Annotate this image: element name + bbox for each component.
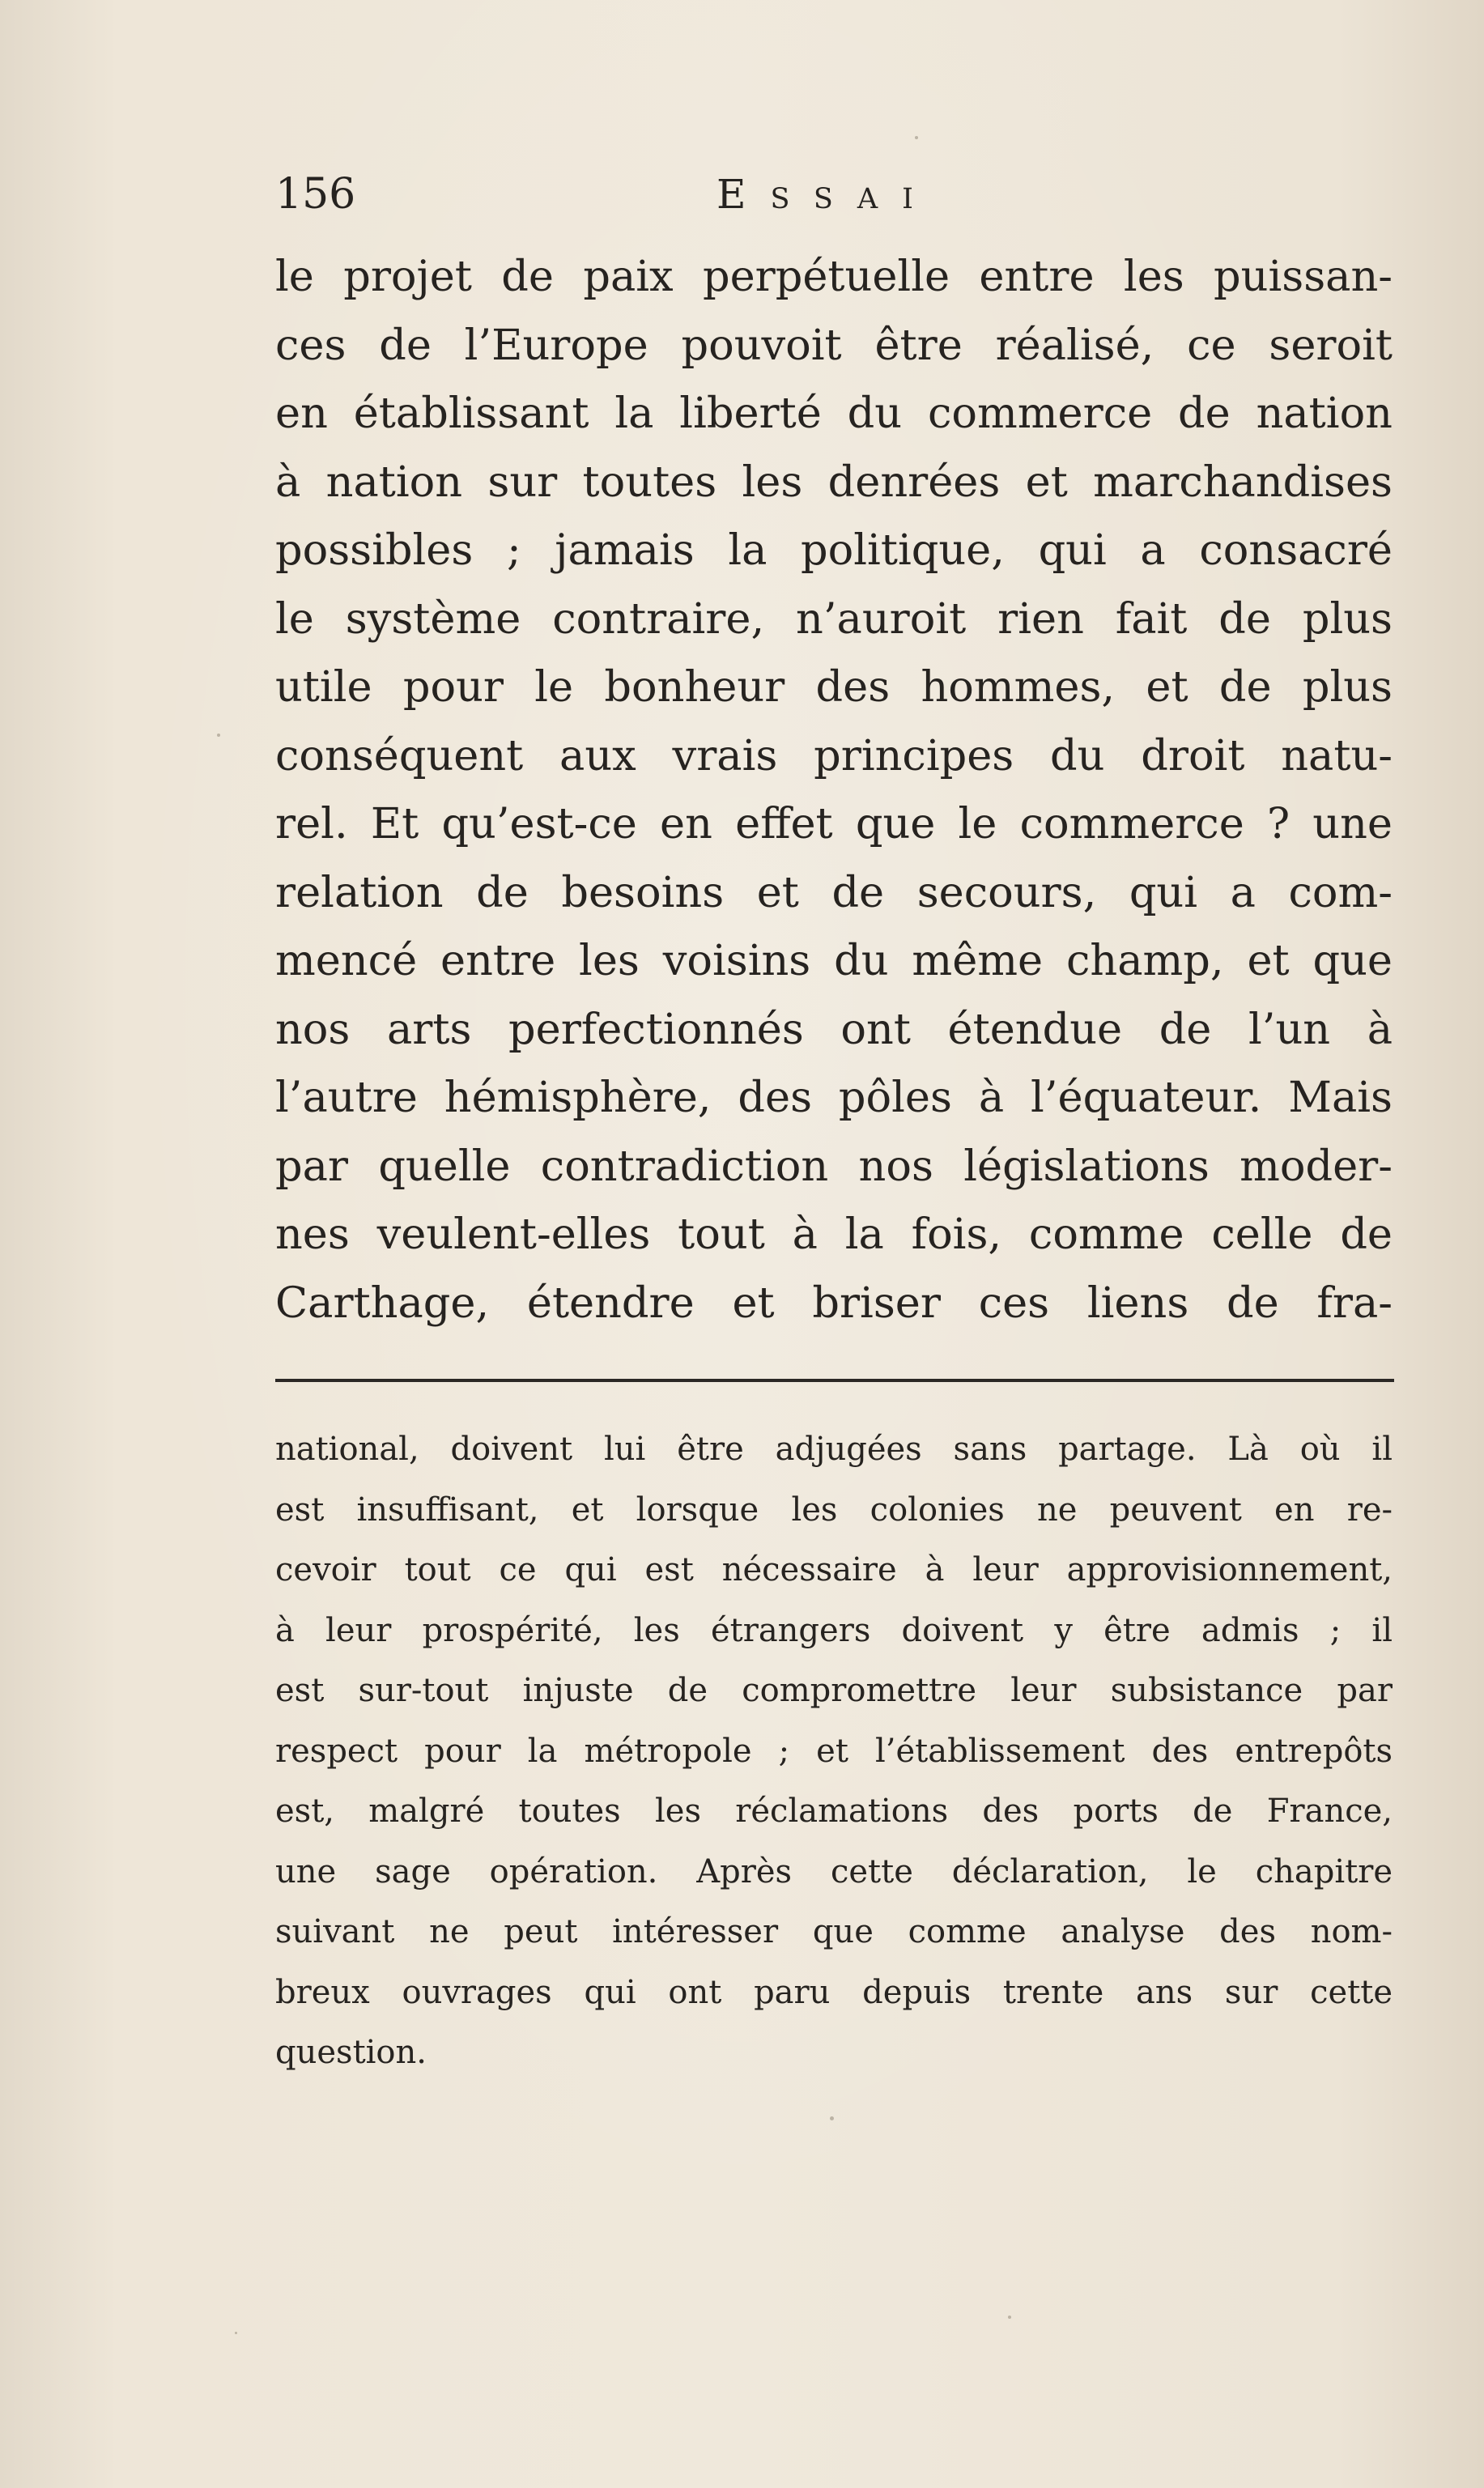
- body-line: conséquent aux vrais principes du droit natu-: [275, 730, 1393, 780]
- paper-speck: [830, 2116, 834, 2120]
- footnote-divider: [275, 1379, 1394, 1382]
- body-line: ces de l’Europe pouvoit être réalisé, ce seroit: [275, 320, 1393, 370]
- footnote-line: cevoir tout ce qui est nécessaire à leur approvisionnement,: [275, 1551, 1393, 1588]
- footnote-line: une sage opération. Après cette déclaration, le chapitre: [275, 1852, 1393, 1890]
- footnote-line: est insuffisant, et lorsque les colonies ne peuvent en re-: [275, 1491, 1393, 1529]
- body-line: Carthage, étendre et briser ces liens de fra-: [275, 1278, 1393, 1328]
- footnote-line: respect pour la métropole ; et l’établissement des entrepôts: [275, 1732, 1393, 1770]
- running-title: Essai: [716, 171, 938, 218]
- body-line: par quelle contradiction nos législations moder-: [275, 1141, 1393, 1191]
- footnote-line: est, malgré toutes les réclamations des ports de France,: [275, 1793, 1393, 1830]
- paper-speck: [235, 2332, 237, 2334]
- body-line: mencé entre les voisins du même champ, et que: [275, 936, 1393, 985]
- footnote-line: national, doivent lui être adjugées sans partage. Là où il: [275, 1431, 1393, 1468]
- footnote-line: suivant ne peut intéresser que comme analyse des nom-: [275, 1913, 1393, 1950]
- footnote-line: à leur prospérité, les étrangers doivent y être admis ; il: [275, 1611, 1393, 1649]
- body-text: [275, 243, 1393, 1338]
- body-line: l’autre hémisphère, des pôles à l’équateur. Mais: [275, 1073, 1393, 1122]
- page-header: [275, 162, 1393, 227]
- footnote-line: breux ouvrages qui ont paru depuis trente ans sur cette: [275, 1973, 1393, 2011]
- body-line: possibles ; jamais la politique, qui a consacré: [275, 525, 1393, 575]
- body-line: rel. Et qu’est-ce en effet que le commerce ? une: [275, 799, 1393, 848]
- body-line: nes veulent-elles tout à la fois, comme celle de: [275, 1210, 1393, 1259]
- footnote-line: est sur-tout injuste de compromettre leur subsistance par: [275, 1672, 1393, 1709]
- page-number: 156: [275, 170, 356, 219]
- footnote-line: question.: [275, 2034, 427, 2071]
- body-line: utile pour le bonheur des hommes, et de plus: [275, 662, 1393, 712]
- body-line: à nation sur toutes les denrées et marchandises: [275, 457, 1393, 507]
- body-line: en établissant la liberté du commerce de nation: [275, 389, 1393, 438]
- paper-speck: [1008, 2316, 1011, 2319]
- footnote-text: [275, 1419, 1393, 2083]
- body-line: nos arts perfectionnés ont étendue de l’un à: [275, 1004, 1393, 1054]
- body-line: le projet de paix perpétuelle entre les puissan-: [275, 252, 1393, 301]
- body-line: le système contraire, n’auroit rien fait de plus: [275, 593, 1393, 644]
- body-line: relation de besoins et de secours, qui a com-: [275, 867, 1393, 917]
- paper-speck: [915, 136, 918, 139]
- paper-speck: [217, 734, 220, 737]
